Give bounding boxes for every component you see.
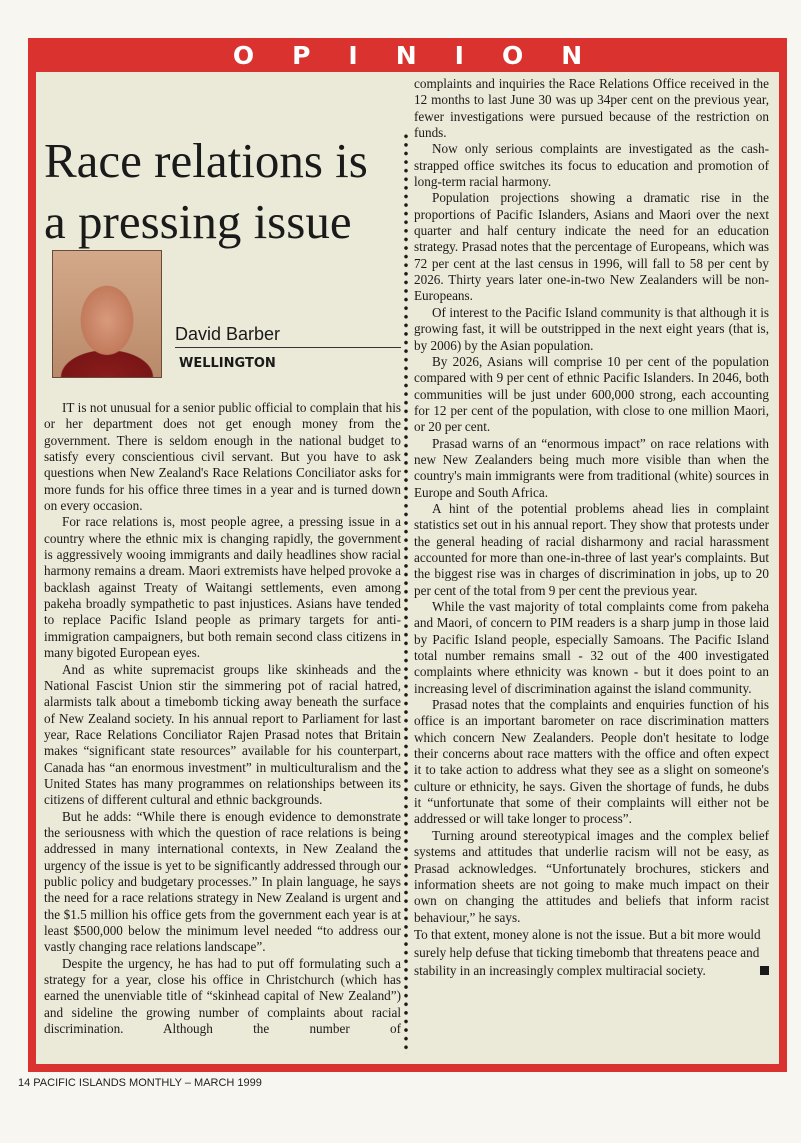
paragraph: Despite the urgency, he has had to put off formulating such a strategy for a year, close his office in Christchurch (which has earned the unenviable title of “skinhead capital of New Zealand”) and sideline the growing number of complaints about racial discrimination. Although the number of	[44, 955, 401, 1037]
paragraph: Prasad warns of an “enormous impact” on race relations with new New Zealanders being much more visible than when the country's main immigrants were from traditional (white) sources in Europe and South Africa.	[414, 435, 769, 500]
headline: Race relations is a pressing issue	[44, 133, 368, 249]
paragraph: Turning around stereotypical images and the complex belief systems and attitudes that underlie racism will not be easy, as Prasad acknowledges. “Unfortunately brochures, stickers and information sheets are not going to make much impact on their own on changing the attitudes and beliefs that inform racist behaviour,” he says.	[414, 827, 769, 925]
paragraph: By 2026, Asians will comprise 10 per cent of the population compared with 9 per cent of ethnic Pacific Islanders. In 2046, both communities will be just under 600,000 strong, each accounting for 12 per cent of the population, with close to one million Maori, or 20 per cent.	[414, 353, 769, 435]
paragraph: Prasad notes that the complaints and enquiries function of his office is an important barometer on race discrimination matters which concern New Zealanders. People don't hesitate to lodge their concerns about race matters with the office and often expect it to take action to address what they see as a slight on someone's culture or ethnicity, he says. Given the shortage of funds, he dubs it “unfortunate that some of their complaints will either not be addressed or will take longer to process”.	[414, 697, 769, 827]
paragraph: While the vast majority of total complaints come from pakeha and Maori, of concern to PIM readers is a sharp jump in those laid by Pacific Island people, especially Samoans. The Pacific Island total number remains small - 32 out of the 400 investigated complaints where ethnicity was known - but it does point to an increasing level of discrimination against the island community.	[414, 599, 769, 696]
byline-rule	[175, 347, 401, 348]
paragraph: To that extent, money alone is not the issue. But a bit more would surely help defuse that ticking timebomb that threatens peace and stability in an increasingly complex multiracial society.	[414, 926, 761, 978]
paragraph: Now only serious complaints are investigated as the cash-strapped office switches its focus to education and promotion of long-term racial harmony.	[414, 141, 769, 190]
opinion-banner	[28, 38, 787, 72]
right-column	[414, 76, 769, 980]
banner-title: OPINION	[232, 40, 621, 70]
final-paragraph-wrap	[414, 926, 769, 980]
paragraph: Population projections showing a dramatic rise in the proportions of Pacific Islanders, Asians and Maori over the next quarter and half century indicate the need for an education strategy. Prasad notes that the percentage of Europeans, which was 72 per cent at the last census in 1996, will fall to 58 per cent by 2026. Thirty years later one-in-two New Zealanders will be non-Europeans.	[414, 190, 769, 304]
article-frame	[28, 38, 787, 1072]
paragraph: complaints and inquiries the Race Relations Office received in the 12 months to last June 30 was up 34per cent on the previous year, fewer investigations were pursued because of the restriction on funds.	[414, 76, 769, 141]
paragraph: A hint of the potential problems ahead lies in complaint statistics set out in his annual report. They show that protests under the general heading of racial disharmony and racial harassment accounted for more than one-in-three of last year's complaints. But the biggest rise was in charges of discrimination in jobs, up to 20 per cent of the total from 9 per cent the previous year.	[414, 500, 769, 598]
paragraph: IT is not unusual for a senior public official to complain that his or her department does not get enough money from the government. There is seldom enough in the national budget to satisfy every conscientious civil servant. But you have to ask questions when New Zealand's Race Relations Conciliator asks for more funds for his office three times in a year and is turned down on every occasion.	[44, 400, 401, 514]
paragraph: But he adds: “While there is enough evidence to demonstrate the seriousness with which the question of race relations is being addressed in many international contexts, in New Zealand the urgency of the issue is yet to be significantly addressed through our public policy and budgetary processes.” In plain language, he says the need for a race relations strategy in New Zealand is urgent and the $1.5 million his office gets from the government each year is at least $500,000 below the minimum level needed “to address our vastly changing race relations landscape”.	[44, 808, 401, 955]
page-footer: 14 PACIFIC ISLANDS MONTHLY – MARCH 1999	[18, 1077, 262, 1089]
column-divider	[403, 132, 409, 1054]
end-mark-icon	[760, 966, 769, 975]
paragraph: Of interest to the Pacific Island community is that although it is growing fast, it will be outstripped in the next eight years (that is, by 2006) by the Asian population.	[414, 304, 769, 353]
dateline: WELLINGTON	[179, 356, 276, 371]
article-panel	[36, 72, 779, 1064]
paragraph: For race relations is, most people agree, a pressing issue in a country where the ethnic mix is changing rapidly, the government is aggressively wooing immigrants and daily headlines show racial harmony remains a dream. Maori extremists have helped provoke a backlash against Treaty of Waitangi settlements, even among pakeha broadly sympathetic to past injustices. Asians have tended to replace Pacific Island people as primary targets for anti-immigration campaigners, but both remain second class citizens in many bigoted European eyes.	[44, 514, 401, 661]
author-photo	[52, 250, 162, 378]
paragraph: And as white supremacist groups like skinheads and the National Fascist Union stir the simmering pot of racial hatred, alarmists talk about a timebomb ticking away beneath the surface of New Zealand society. In his annual report to Parliament for last year, Race Relations Conciliator Rajen Prasad notes that Britain makes “significant state resources” available for his counterpart, Canada has “an enormous investment” in multiculturalism and the United States has many programmes on relationships between its citizens of different cultural and ethnic backgrounds.	[44, 661, 401, 808]
left-body	[44, 400, 401, 1037]
byline: David Barber	[175, 324, 281, 344]
